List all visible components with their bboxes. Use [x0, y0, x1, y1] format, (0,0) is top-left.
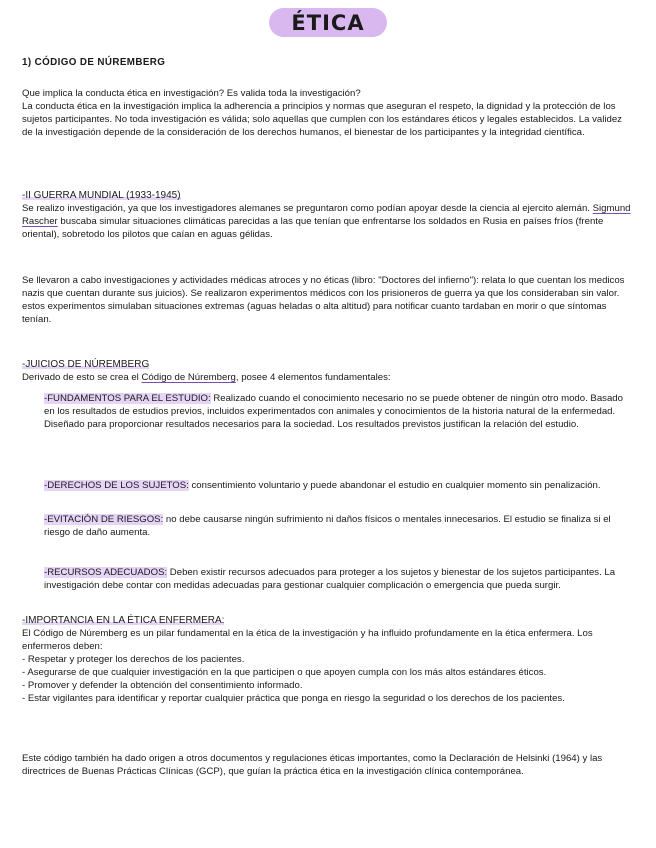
importance-bullet: - Estar vigilantes para identificar y reportar cualquier práctica que ponga en riesgo la seguridad o los derechos de los pacientes. [22, 693, 565, 704]
rascher-name: Sigmund Rascher [22, 203, 631, 227]
war-paragraph-1 [22, 202, 634, 241]
element-risk-avoidance [22, 513, 634, 539]
element-subject-rights-label: -DERECHOS DE LOS SUJETOS: [44, 480, 189, 491]
element-subject-rights-text: consentimiento voluntario y puede abandonar el estudio en cualquier momento sin penalización. [188, 480, 601, 491]
trials-intro-after: , posee 4 elementos fundamentales: [235, 372, 391, 383]
importance-bullet: - Respetar y proteger los derechos de los pacientes. [22, 654, 245, 665]
element-foundations-text: Realizado cuando el conocimiento necesario no se puede obtener de ningún otro modo. Basado en los resultados de estudios previos, incluidos experimentados con animales y conocimientos de la historia natural de la enfermedad. Diseñado para proporcionar resultados necesarios para la sociedad. Los resultados previstos justifican la relación del estudio. [44, 393, 623, 430]
closing-paragraph: Este código también ha dado origen a otros documentos y regulaciones éticas importantes, como la Declaración de Helsinki (1964) y las directrices de Buenas Prácticas Clínicas (GCP), que guían la práctica ética en la investigación clínica contemporánea. [22, 753, 603, 777]
war-heading: -II GUERRA MUNDIAL (1933-1945) [22, 190, 181, 201]
element-adequate-resources-label: -RECURSOS ADECUADOS: [44, 567, 168, 578]
importance-bullet: - Asegurarse de que cualquier investigación en la que participen o que apoyen cumpla con los más altos estándares éticos. [22, 667, 547, 678]
question-text: Que implica la conducta ética en investigación? Es valida toda la investigación? [22, 88, 361, 99]
nuremberg-code-underlined: Código de Núremberg [141, 372, 236, 383]
question-paragraph [22, 87, 634, 139]
trials-intro-before: Derivado de esto se crea el [22, 372, 142, 383]
war-paragraph-2: Se llevaron a cabo investigaciones y actividades médicas atroces y no éticas (libro: "Doctores del infierno"): relata lo que cuentan los medicos nazis que cuentan durante sus juicios). Se realizaron experimentos médicos con los prisioneros de guerra ya que los consideraban sin valor. estos experimentos simulaban situaciones extremas (aguas heladas o alta altitud) para notificar cuanto tardaban en morir o que síntomas tenían. [22, 275, 625, 325]
element-foundations-label: -FUNDAMENTOS PARA EL ESTUDIO: [44, 393, 211, 404]
war-p1-after: buscaba simular situaciones climáticas parecidas a las que tenían que enfrentarse los soldados en Rusia en países fríos (frente oriental), sobretodo los pilotos que caían en aguas gélidas. [22, 216, 604, 240]
element-subject-rights [22, 479, 634, 492]
title-area [0, 8, 656, 37]
trials-section [22, 358, 634, 384]
element-adequate-resources-text: Deben existir recursos adecuados para proteger a los sujetos y bienestar de los sujetos participantes. La investigación debe contar con medidas adecuadas para gestionar cualquier complicación o emergencia que pueda surgir. [44, 567, 616, 591]
importance-bullet: - Promover y defender la obtención del consentimiento informado. [22, 680, 303, 691]
page-title: ÉTICA [269, 8, 386, 37]
section-heading-nuremberg-code: 1) CÓDIGO DE NÚREMBERG [22, 57, 166, 68]
element-foundations [22, 392, 634, 431]
element-risk-avoidance-text: no debe causarse ningún sufrimiento ni daños físicos o mentales innecesarios. El estudio se finaliza si el riesgo de daño aumenta. [44, 514, 611, 538]
importance-section [22, 614, 634, 705]
trials-intro [22, 371, 634, 384]
importance-heading: -IMPORTANCIA EN LA ÉTICA ENFERMERA: [22, 615, 225, 626]
element-risk-avoidance-label: -EVITACIÓN DE RIESGOS: [44, 514, 164, 525]
war-p1-before: Se realizo investigación, ya que los investigadores alemanes se preguntaron como podían apoyar desde la ciencia al ejercito alemán. [22, 203, 593, 214]
war-section [22, 189, 634, 241]
answer-text: La conducta ética en la investigación implica la adherencia a principios y normas que aseguran el respeto, la dignidad y la protección de los sujetos participantes. No toda investigación es válida; solo aquellas que cumplen con los estándares éticos y legales establecidos. La validez de la investigación depende de la consideración de los derechos humanos, el bienestar de los participantes y la integridad científica. [22, 101, 622, 138]
element-adequate-resources [22, 566, 634, 592]
importance-intro: El Código de Núremberg es un pilar fundamental en la ética de la investigación y ha influido profundamente en la ética enfermera. Los enfermeros deben: [22, 628, 593, 652]
trials-heading: -JUICIOS DE NÚREMBERG [22, 359, 150, 370]
